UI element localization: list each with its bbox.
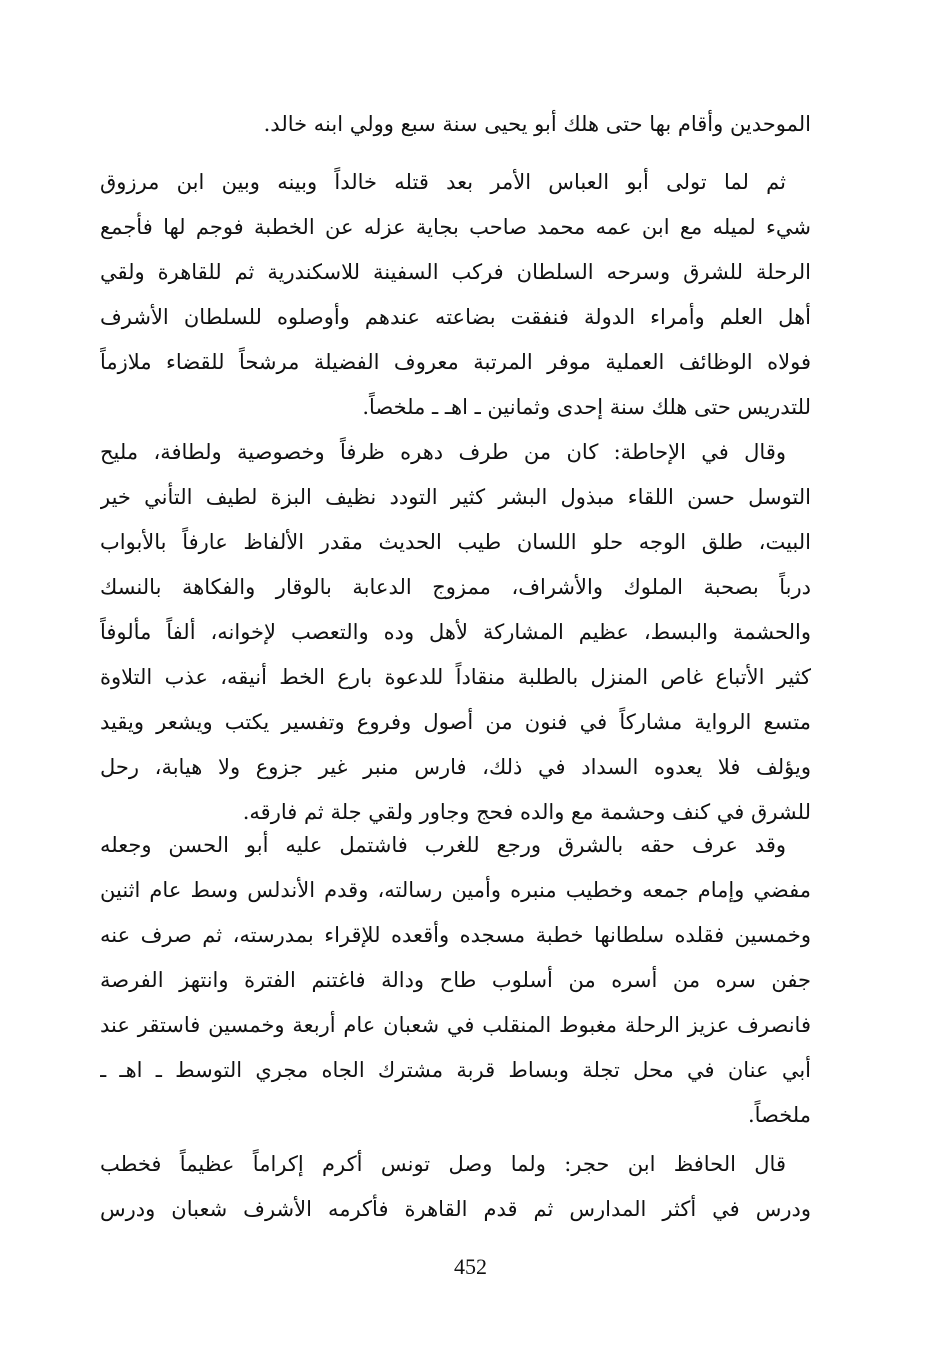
text-line: والحشمة والبسط، عظيم المشاركة لأهل وده والتعصب لإخوانه، ألفاً مألوفاً [100, 620, 811, 644]
text-line: ويؤلف فلا يعدوه السداد في ذلك، فارس منبر غير جزوع ولا هيابة، رحل [100, 755, 811, 779]
text-line: درباً بصحبة الملوك والأشراف، ممزوج الدعابة بالوقار والفكاهة بالنسك [100, 575, 811, 599]
text-line: ودرس في أكثر المدارس ثم قدم القاهرة فأكرمه الأشرف شعبان ودرس [100, 1197, 811, 1221]
text-line: للتدريس حتى هلك سنة إحدى وثمانين ـ اهـ ـ ملخصاً. [362, 395, 811, 419]
text-line: قال الحافظ ابن حجر: ولما وصل تونس أكرم إكراماً عظيماً فخطب [100, 1152, 786, 1176]
text-line: أهل العلم وأمراء الدولة فنفقت بضاعته عندهم وأوصلوه للسلطان الأشرف [100, 305, 811, 329]
text-line: جفن سره من أسره من أسلوب طاح ودالة فاغتنم الفترة وانتهز الفرصة [100, 968, 811, 992]
text-line: فانصرف عزيز الرحلة مغبوط المنقلب في شعبان عام أربعة وخمسين فاستقر عند [100, 1013, 811, 1037]
paragraph-5 [100, 1142, 811, 1232]
text-line: شيء لميله مع ابن عمه محمد صاحب بجاية عزله عن الخطبة فوجم لها فأجمع [100, 215, 811, 239]
text-line: ملخصاً. [747, 1103, 811, 1127]
paragraph-3 [100, 430, 811, 835]
text-line: البيت، طلق الوجه حلو اللسان طيب الحديث مقدر الألفاظ عارفاً بالأبواب [100, 530, 811, 554]
text-line: مفضي وإمام جمعه وخطيب منبره وأمين رسالته، وقدم الأندلس وسط عام اثنين [100, 878, 811, 902]
page-number: 452 [454, 1254, 487, 1279]
text-line: وقال في الإحاطة: كان من طرف دهره ظرفاً وخصوصية ولطافة، مليح [100, 440, 786, 464]
text-line: كثير الأتباع غاص المنزل بالطلبة منقاداً للدعوة بارع الخط أنيقه، عذب التلاوة [100, 665, 811, 689]
text-line: وخمسين فقلده سلطانها خطبة مسجده وأقعده للإقراء بمدرسته، ثم صرف عنه [100, 923, 811, 947]
text-line: فولاه الوظائف العملية موفر المرتبة معروف الفضيلة مرشحاً للقضاء ملازماً [100, 350, 811, 374]
text-line: متسع الرواية مشاركاً في فنون من أصول وفروع وتفسير يكتب ويشعر ويقيد [100, 710, 811, 734]
text-line: وقد عرف حقه بالشرق ورجع للغرب فاشتمل عليه أبو الحسن وجعله [100, 833, 786, 857]
text-line: للشرق في كنف وحشمة مع والده فحج وجاور ولقي جلة ثم فارقه. [242, 800, 811, 824]
text-line: أبي عنان في محل تجلة وبساط قربة مشترك الجاه مجري التوسط ـ اهـ ـ [100, 1058, 811, 1082]
paragraph-4 [100, 823, 811, 1138]
paragraph-2 [100, 160, 811, 430]
text-line: الموحدين وأقام بها حتى هلك أبو يحيى سنة سبع وولي ابنه خالد. [263, 112, 811, 136]
text-line: ثم لما تولى أبو العباس الأمر بعد قتله خالداً وبينه وبين ابن مرزوق [100, 170, 786, 194]
text-line: التوسل حسن اللقاء مبذول البشر كثير التودد نظيف البزة لطيف التأني خير [100, 485, 811, 509]
text-line: الرحلة للشرق وسرحه السلطان فركب السفينة للاسكندرية ثم للقاهرة ولقي [100, 260, 811, 284]
paragraph-1 [100, 102, 811, 147]
